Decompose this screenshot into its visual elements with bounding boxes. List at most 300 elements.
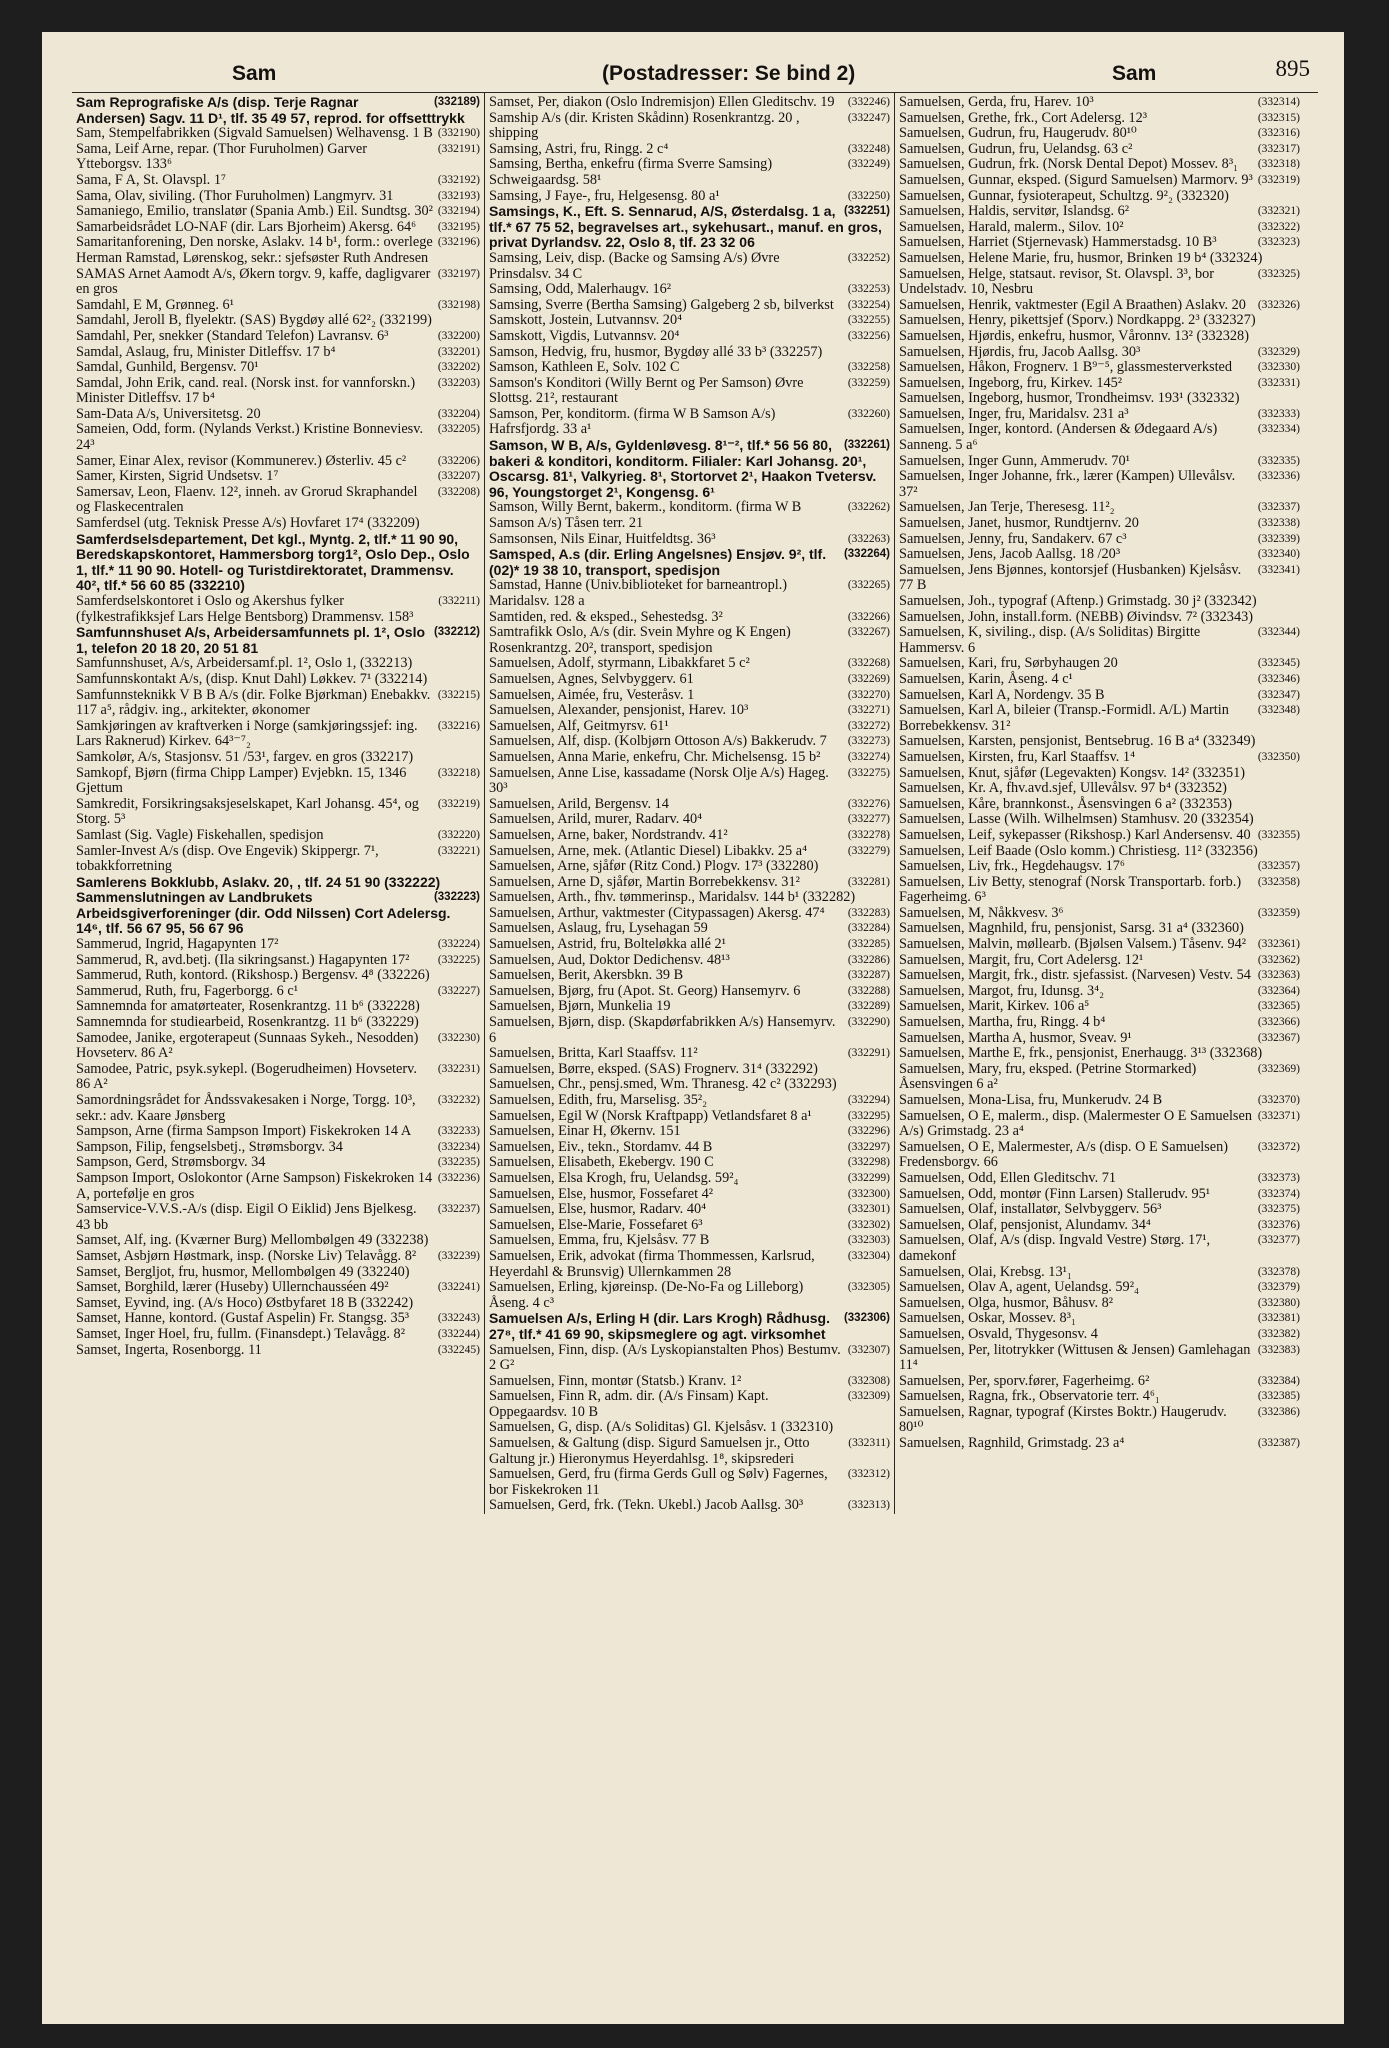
entry-phone: (332287) <box>847 969 890 982</box>
directory-entry <box>899 844 1300 860</box>
entry-phone: (332361) <box>1257 938 1300 951</box>
directory-entry <box>899 1374 1300 1390</box>
entry-phone: (332339) <box>1257 532 1300 545</box>
directory-entry <box>76 1171 480 1202</box>
entry-phone: (332306) <box>843 1312 890 1325</box>
entry-text: Samuelsen, Malvin, møllearb. (Bjølsen Valsem.) Tåsenv. 94² <box>899 936 1247 953</box>
entry-text: Samuelsen, Erling, kjøreinsp. (De-No-Fa og Lilleborg) Åseng. 4 c³ <box>489 1279 804 1311</box>
entry-phone: (332252) <box>847 251 890 264</box>
directory-entry <box>489 1467 890 1498</box>
directory-entry <box>899 454 1300 470</box>
directory-entry <box>489 1077 890 1093</box>
entry-text: Sam-Data A/s, Universitetsg. 20 <box>76 405 261 422</box>
entry-text: Samuelsen, Hjørdis, enkefru, husmor, Våronnv. 13² (332328) <box>899 327 1249 344</box>
entry-text: Samuelsen, Ingeborg, fru, Kirkev. 145² <box>899 374 1123 391</box>
directory-entry <box>899 235 1300 251</box>
directory-entry <box>76 1093 480 1124</box>
directory-entry <box>899 532 1300 548</box>
directory-entry <box>489 1436 890 1467</box>
entry-text: Samuelsen, Berit, Akersbkn. 39 B <box>489 967 684 984</box>
entry-text: Samuelsen, Arne, sjåfør (Ritz Cond.) Plogv. 17³ (332280) <box>489 858 819 875</box>
entry-phone: (332273) <box>847 735 890 748</box>
entry-text: Samnemnda for amatørteater, Rosenkrantzg. 11 b⁶ (332228) <box>76 998 420 1015</box>
entry-text: Samuelsen, Børre, eksped. (SAS) Frognerv. 31⁴ (332292) <box>489 1060 818 1077</box>
entry-phone: (332303) <box>847 1234 890 1247</box>
directory-entry <box>899 672 1300 688</box>
entry-text: Samservice-V.V.S.-A/s (disp. Eigil O Eiklid) Jens Bjelkesg. 43 bb <box>76 1201 417 1233</box>
directory-entry <box>76 485 480 516</box>
entry-text: Samuelsen, Karl A, bileier (Transp.-Formidl. A/L) Martin Borrebekkensv. 31² <box>899 702 1229 734</box>
entry-text: Samtrafikk Oslo, A/s (dir. Svein Myhre og K Engen) Rosenkrantzg. 20², transport, spedisjon <box>489 624 791 656</box>
entry-phone: (332288) <box>847 984 890 997</box>
directory-entry <box>899 204 1300 220</box>
entry-text: Samuelsen, Leif Baade (Oslo komm.) Christiesg. 11² (332356) <box>899 842 1258 859</box>
entry-phone: (332246) <box>847 96 890 108</box>
entry-text: Samuelsen, Marit, Kirkev. 106 a⁵ <box>899 998 1090 1015</box>
entry-text: Samler-Invest A/s (disp. Ove Engevik) Skippergr. 7¹, tobakkforretning <box>76 842 379 875</box>
entry-text: Samset, Asbjørn Høstmark, insp. (Norske Liv) Telavågg. 8² <box>76 1247 417 1264</box>
entry-text: Samset, Inger Hoel, fru, fullm. (Finansdept.) Telavågg. 8² <box>76 1325 405 1342</box>
entry-text: Samset, Bergljot, fru, husmor, Mellombølgen 49 (332240) <box>76 1263 410 1280</box>
entry-text: Samuelsen, Arild, Bergensv. 14 <box>489 795 669 812</box>
entry-text: Samuelsen, Inger, kontord. (Andersen & Ødegaard A/s) Sanneng. 5 a⁶ <box>899 421 1218 454</box>
directory-entry <box>76 422 480 453</box>
directory-entry <box>489 875 890 891</box>
entry-text: Samuelsen, Gunnar, eksped. (Sigurd Samuelsen) Marmorv. 9³ <box>899 171 1253 188</box>
directory-entry <box>899 859 1300 875</box>
entry-text: Samuelsen, M, Nåkkvesv. 3⁶ <box>899 904 1064 921</box>
entry-phone: (332253) <box>847 283 890 296</box>
directory-entry <box>489 204 890 251</box>
entry-text: Samson, Hedvig, fru, husmor, Bygdøy allé 33 b³ (332257) <box>489 343 823 360</box>
entry-text: Samuelsen, Gerda, fru, Harev. 10³ <box>899 94 1094 110</box>
directory-entry <box>489 1187 890 1203</box>
entry-phone: (332202) <box>437 361 480 374</box>
directory-entry <box>489 828 890 844</box>
entry-phone: (332362) <box>1257 953 1300 966</box>
entry-phone: (332243) <box>437 1312 480 1325</box>
directory-entry <box>899 625 1300 656</box>
entry-text: Samdal, John Erik, cand. real. (Norsk inst. for vannforskn.) Minister Ditleffsv. 17 b⁴ <box>76 374 416 407</box>
entry-text: Samuelsen, Inger, fru, Maridalsv. 231 a³ <box>899 405 1129 422</box>
entry-phone: (332247) <box>847 111 890 124</box>
entry-phone: (332315) <box>1257 111 1300 124</box>
entry-phone: (332336) <box>1257 470 1300 483</box>
entry-phone: (332291) <box>847 1047 890 1060</box>
entry-text: Samuelsen, Odd, montør (Finn Larsen) Stallerudv. 95¹ <box>899 1185 1211 1202</box>
entry-text: Samuelsen, Marthe E, frk., pensjonist, Enerhaugg. 3¹³ (332368) <box>899 1045 1263 1062</box>
directory-entry <box>76 625 480 656</box>
entry-phone: (332203) <box>437 376 480 389</box>
entry-phone: (332267) <box>847 626 890 639</box>
directory-entry <box>76 1124 480 1140</box>
entry-phone: (332224) <box>437 938 480 951</box>
entry-text: Samuelsen, Arne, mek. (Atlantic Diesel) Libakkv. 25 a⁴ <box>489 842 808 859</box>
entry-text: Samuelsen, Bjørg, fru (Apot. St. Georg) Hansemyrv. 6 <box>489 982 801 999</box>
header-left-keyword: Sam <box>232 62 277 85</box>
entry-phone: (332323) <box>1257 236 1300 249</box>
entry-text: Samsped, A.s (dir. Erling Angelsnes) Ensjøv. 9², tlf.(02)* 19 38 10, transport, spedisjon <box>489 546 827 578</box>
directory-entry <box>899 999 1300 1015</box>
entry-phone: (332206) <box>437 454 480 467</box>
directory-entry <box>899 1187 1300 1203</box>
entry-phone: (332386) <box>1257 1405 1300 1418</box>
entry-text: Samsing, Sverre (Bertha Samsing) Galgeberg 2 sb, bilverkst <box>489 296 834 313</box>
entry-phone: (332346) <box>1257 672 1300 685</box>
directory-entry <box>76 360 480 376</box>
entry-text: Samuelsen, Karin, Åseng. 4 c¹ <box>899 670 1073 687</box>
directory-entry <box>489 921 890 937</box>
entry-text: Samkredit, Forsikringsaksjeselskapet, Karl Johansg. 45⁴, og Storg. 5³ <box>76 795 419 828</box>
entry-text: Samuelsen, Joh., typograf (Aftenp.) Grimstadg. 30 j² (332342) <box>899 593 1257 609</box>
directory-entry <box>76 235 480 266</box>
entry-text: Samuelsen, Arne, baker, Nordstrandv. 41² <box>489 826 728 843</box>
entry-text: Samuelsen, Haldis, servitør, Islandsg. 6² <box>899 203 1130 220</box>
entry-phone: (332369) <box>1257 1062 1300 1075</box>
entry-phone: (332193) <box>437 189 480 202</box>
entry-phone: (332318) <box>1257 158 1300 171</box>
directory-entry <box>899 734 1300 750</box>
directory-entry <box>76 1296 480 1312</box>
entry-text: Samuelsen, Alexander, pensjonist, Harev. 10³ <box>489 702 749 719</box>
directory-entry <box>76 1140 480 1156</box>
directory-columns <box>72 92 1318 1514</box>
entry-text: Samuelsen, Einar H, Økernv. 151 <box>489 1123 681 1140</box>
page-header <box>72 46 1318 92</box>
entry-phone: (332259) <box>847 376 890 389</box>
entry-phone: (332198) <box>437 298 480 311</box>
entry-text: Samferdsel (utg. Teknisk Presse A/s) Hovfaret 17⁴ (332209) <box>76 515 420 532</box>
entry-text: Samson, Kathleen E, Solv. 102 C <box>489 359 680 376</box>
entry-text: Samuelsen, Finn R, adm. dir. (A/s Finsam) Kapt. Oppegaardsv. 10 B <box>489 1388 769 1420</box>
directory-entry <box>76 750 480 766</box>
entry-phone: (332333) <box>1257 407 1300 420</box>
entry-text: Samset, Hanne, kontord. (Gustaf Aspelin) Fr. Stangsg. 35³ <box>76 1310 410 1327</box>
entry-text: Sama, Leif Arne, repar. (Thor Furuholmen) Garver Ytteborgsv. 133⁶ <box>76 140 367 173</box>
entry-text: Samkjøringen av kraftverken i Norge (samkjøringssjef: ing. Lars Raknerud) Kirkev. 64³⁻⁷₂ <box>76 717 418 750</box>
directory-entry <box>489 937 890 953</box>
entry-text: Samsing, Leiv, disp. (Backe og Samsing A/s) Øvre Prinsdalsv. 34 C <box>489 249 780 282</box>
entry-text: Samuelsen, Olai, Krebsg. 13¹₁ <box>899 1263 1072 1280</box>
entry-text: Samfunnsteknikk V B B A/s (dir. Folke Bjørkman) Enebakkv. 117 a⁵, rådgiv. ing., arkitekter, økonomer <box>76 686 431 719</box>
entry-text: Samson, Per, konditorm. (firma W B Samson A/s) Hafrsfjordg. 33 a¹ <box>489 405 776 438</box>
directory-entry <box>489 859 890 875</box>
entry-phone: (332262) <box>847 501 890 514</box>
entry-text: Samuelsen, Gerd, frk. (Tekn. Ukebl.) Jacob Aallsg. 30³ <box>489 1497 804 1514</box>
directory-entry <box>899 1109 1300 1140</box>
entry-text: Samset, Ingerta, Rosenborgg. 11 <box>76 1341 262 1358</box>
directory-entry <box>489 906 890 922</box>
directory-entry <box>899 500 1300 516</box>
entry-text: Samuelsen, Mary, fru, eksped. (Petrine Stormarked) Åsensvingen 6 a² <box>899 1060 1197 1093</box>
directory-entry <box>76 937 480 953</box>
entry-text: Sampson, Filip, fengselsbetj., Strømsborgv. 34 <box>76 1138 343 1155</box>
entry-phone: (332274) <box>847 750 890 763</box>
entry-text: Sampson, Gerd, Strømsborgv. 34 <box>76 1154 266 1171</box>
entry-text: Samtiden, red. & eksped., Sehestedsg. 3² <box>489 608 723 625</box>
entry-phone: (332314) <box>1257 96 1300 108</box>
entry-phone: (332304) <box>847 1249 890 1262</box>
directory-entry <box>489 1498 890 1514</box>
directory-entry <box>489 1155 890 1171</box>
directory-entry <box>489 500 890 531</box>
entry-text: Samuelsen, Aslaug, fru, Lysehagan 59 <box>489 920 708 937</box>
entry-text: Samuelsen, Inger Gunn, Ammerudv. 70¹ <box>899 452 1130 469</box>
entry-text: Samuelsen, Agnes, Selvbyggerv. 61 <box>489 670 694 687</box>
directory-entry <box>899 267 1300 298</box>
entry-text: Samuelsen, Gunnar, fysioterapeut, Schultzg. 9²₂ (332320) <box>899 187 1229 204</box>
entry-text: Samuelsen, Henry, pikettsjef (Sporv.) Nordkappg. 2³ (332327) <box>899 312 1256 329</box>
directory-entry <box>489 1343 890 1374</box>
directory-entry <box>489 532 890 548</box>
directory-entry <box>489 95 890 111</box>
entry-phone: (332215) <box>437 688 480 701</box>
entry-text: Samson, W B, A/s, Gyldenløvesg. 8¹⁻², tlf.* 56 56 80, bakeri & konditori, konditorm. Filialer: Karl Johansg. 20¹, Oscarsg. 81¹, Valkyrieg. 8¹, Stortorvet 2¹, Haakon Tvetersv. 96, Youngstorget 2¹, Kongensg. 6¹ <box>489 437 877 500</box>
entry-phone: (332234) <box>437 1140 480 1153</box>
entry-text: Samuelsen, O E, malerm., disp. (Malermester O E Samuelsen A/s) Grimstadg. 23 a⁴ <box>899 1107 1252 1140</box>
entry-phone: (332223) <box>433 891 480 904</box>
entry-text: Samuelsen, Jens Bjønnes, kontorsjef (Husbanken) Kjelsåsv. 77 B <box>899 561 1242 594</box>
directory-entry <box>76 142 480 173</box>
directory-entry <box>76 516 480 532</box>
directory-entry <box>489 1202 890 1218</box>
entry-phone: (332350) <box>1257 750 1300 763</box>
entry-phone: (332383) <box>1257 1343 1300 1356</box>
entry-text: Samdahl, E M, Grønneg. 6¹ <box>76 296 234 313</box>
entry-phone: (332268) <box>847 657 890 670</box>
entry-text: Sammerud, Ruth, kontord. (Rikshosp.) Bergensv. 4⁸ (332226) <box>76 967 430 984</box>
entry-phone: (332341) <box>1257 563 1300 576</box>
entry-text: Samuelsen, Bjørn, Munkelia 19 <box>489 998 671 1015</box>
entry-text: Samsing, Bertha, enkefru (firma Sverre Samsing) Schweigaardsg. 58¹ <box>489 156 773 188</box>
directory-entry <box>489 157 890 188</box>
directory-entry <box>489 1093 890 1109</box>
entry-phone: (332329) <box>1257 345 1300 358</box>
directory-entry <box>489 844 890 860</box>
entry-phone: (332345) <box>1257 657 1300 670</box>
entry-text: Sama, Olav, siviling. (Thor Furuholmen) Langmyrv. 31 <box>76 187 394 204</box>
entry-phone: (332321) <box>1257 205 1300 218</box>
entry-text: Samfunnshuset A/s, Arbeidersamfunnets pl. 1², Oslo 1, telefon 20 18 20, 20 51 81 <box>76 624 426 656</box>
entry-phone: (332307) <box>847 1343 890 1356</box>
entry-text: Samuelsen, O E, Malermester, A/s (disp. O E Samuelsen) Fredensborgv. 66 <box>899 1138 1228 1171</box>
entry-text: Samarbeidsrådet LO-NAF (dir. Lars Bjorheim) Akersg. 64⁶ <box>76 218 417 235</box>
header-right-keyword: Sam <box>1112 62 1157 85</box>
directory-entry <box>489 376 890 407</box>
entry-text: Samuelsen, Hjørdis, fru, Jacob Aallsg. 30³ <box>899 343 1141 360</box>
directory-entry <box>899 1218 1300 1234</box>
directory-entry <box>899 1436 1300 1452</box>
entry-phone: (332250) <box>847 189 890 202</box>
entry-text: Samuelsen, Helge, statsaut. revisor, St. Olavspl. 3³, bor Undelstadv. 10, Nesbru <box>899 265 1215 298</box>
entry-text: Samuelsen, Jenny, fru, Sandakerv. 67 c³ <box>899 530 1127 547</box>
directory-entry <box>899 1311 1300 1327</box>
entry-phone: (332276) <box>847 797 890 810</box>
directory-entry <box>76 672 480 688</box>
directory-entry <box>899 298 1300 314</box>
entry-text: Samuelsen, Olaf, installatør, Selvbyggerv. 56³ <box>899 1201 1162 1218</box>
entry-phone: (332382) <box>1257 1327 1300 1340</box>
directory-entry <box>76 999 480 1015</box>
directory-entry <box>489 984 890 1000</box>
entry-text: Samuelsen, Mona-Lisa, fru, Munkerudv. 24 B <box>899 1092 1163 1108</box>
directory-entry <box>899 594 1300 610</box>
directory-entry <box>76 1280 480 1296</box>
page-number: 895 <box>1275 56 1310 81</box>
entry-text: Samsonsen, Nils Einar, Huitfeldtsg. 36³ <box>489 530 716 547</box>
directory-entry <box>899 1031 1300 1047</box>
entry-text: Samuelsen, Ragna, frk., Observatorie terr. 4⁶₁ <box>899 1388 1160 1405</box>
entry-phone: (332270) <box>847 688 890 701</box>
entry-text: Samuelsen, & Galtung (disp. Sigurd Samuelsen jr., Otto Galtung jr.) Hieronymus Heyerdahlsg. 1⁸, skipsrederi <box>489 1435 810 1467</box>
entry-text: Samuelsen, Alf, Geitmyrsv. 61¹ <box>489 717 669 734</box>
entry-phone: (332300) <box>847 1187 890 1200</box>
directory-entry <box>899 157 1300 173</box>
entry-text: Samuelsen, Anne Lise, kassadame (Norsk Olje A/s) Hageg. 30³ <box>489 764 829 797</box>
directory-entry <box>899 1171 1300 1187</box>
entry-text: Samfunnskontakt A/s, (disp. Knut Dahl) Løkkev. 7¹ (332214) <box>76 670 428 687</box>
entry-text: Samnemnda for studiearbeid, Rosenkrantzg. 11 b⁶ (332229) <box>76 1014 419 1031</box>
entry-text: Samodee, Patric, psyk.sykepl. (Bogerudheimen) Hovseterv. 86 A² <box>76 1060 417 1093</box>
entry-phone: (332256) <box>847 329 890 342</box>
entry-phone: (332248) <box>847 142 890 155</box>
entry-phone: (332367) <box>1257 1031 1300 1044</box>
directory-entry <box>489 890 890 906</box>
directory-entry <box>76 1265 480 1281</box>
entry-text: Sammenslutningen av Landbrukets Arbeidsgiverforeninger (dir. Odd Nilssen) Cort Adelersg. 14⁶, tlf. 56 67 95, 56 67 96 <box>76 889 451 937</box>
entry-phone: (332220) <box>437 828 480 841</box>
directory-entry <box>489 999 890 1015</box>
entry-text: Samuelsen, Lasse (Wilh. Wilhelmsen) Stamhusv. 20 (332354) <box>899 811 1254 828</box>
entry-phone: (332271) <box>847 704 890 717</box>
directory-entry <box>76 407 480 423</box>
directory-entry <box>899 1046 1300 1062</box>
entry-phone: (332377) <box>1257 1234 1300 1247</box>
entry-text: Samdahl, Jeroll B, flyelektr. (SAS) Bygdøy allé 62²₂ (332199) <box>76 312 432 329</box>
directory-entry <box>76 313 480 329</box>
entry-text: Sampson Import, Oslokontor (Arne Sampson) Fiskekroken 14 A, portefølje en gros <box>76 1169 433 1202</box>
entry-phone: (332379) <box>1257 1281 1300 1294</box>
entry-text: Samuelsen, Odd, Ellen Gleditschv. 71 <box>899 1169 1117 1186</box>
entry-phone: (332192) <box>437 173 480 186</box>
entry-phone: (332284) <box>847 922 890 935</box>
directory-entry <box>899 1280 1300 1296</box>
entry-phone: (332232) <box>437 1094 480 1106</box>
entry-phone: (332302) <box>847 1218 890 1231</box>
entry-phone: (332330) <box>1257 361 1300 374</box>
entry-phone: (332340) <box>1257 548 1300 561</box>
entry-phone: (332239) <box>437 1249 480 1262</box>
entry-phone: (332249) <box>847 158 890 171</box>
entry-phone: (332200) <box>437 329 480 342</box>
directory-entry <box>489 142 890 158</box>
directory-entry <box>899 906 1300 922</box>
entry-text: Samuelsen, Oskar, Mossev. 8³₁ <box>899 1310 1076 1327</box>
directory-entry <box>899 329 1300 345</box>
entry-phone: (332207) <box>437 470 480 483</box>
entry-phone: (332195) <box>437 220 480 233</box>
directory-entry <box>76 1343 480 1359</box>
directory-entry <box>76 204 480 220</box>
directory-entry <box>489 1420 890 1436</box>
entry-phone: (332230) <box>437 1031 480 1044</box>
entry-text: Samson's Konditori (Willy Bernt og Per Samson) Øvre Slottsg. 21², restaurant <box>489 374 804 407</box>
directory-entry <box>76 173 480 189</box>
directory-entry <box>899 391 1300 407</box>
directory-entry <box>899 189 1300 205</box>
directory-entry <box>76 984 480 1000</box>
directory-entry <box>899 984 1300 1000</box>
entry-text: Sammerud, Ingrid, Hagapynten 17² <box>76 936 279 953</box>
entry-text: Samstad, Hanne (Univ.biblioteket for barneantropl.) Maridalsv. 128 a <box>489 577 788 609</box>
entry-text: Samship A/s (dir. Kristen Skådinn) Rosenkrantzg. 20 , shipping <box>489 109 800 142</box>
directory-entry <box>899 1202 1300 1218</box>
entry-text: Samuelsen, Kr. A, fhv.avd.sjef, Ullevålsv. 97 b⁴ (332352) <box>899 780 1227 797</box>
directory-entry <box>489 360 890 376</box>
directory-entry <box>76 797 480 828</box>
directory-entry <box>76 953 480 969</box>
directory-entry <box>76 1233 480 1249</box>
directory-entry <box>489 251 890 282</box>
entry-text: Samskott, Jostein, Lutvannsv. 20⁴ <box>489 312 683 329</box>
entry-text: Samuelsen, Gudrun, frk. (Norsk Dental Depot) Mossev. 8³₁ <box>899 156 1239 173</box>
directory-entry <box>489 298 890 314</box>
entry-phone: (332365) <box>1257 1000 1300 1013</box>
entry-text: Samsing, Astri, fru, Ringg. 2 c⁴ <box>489 140 669 157</box>
entry-phone: (332375) <box>1257 1203 1300 1216</box>
entry-phone: (332225) <box>437 953 480 966</box>
entry-phone: (332381) <box>1257 1312 1300 1325</box>
directory-entry <box>899 781 1300 797</box>
directory-entry <box>76 298 480 314</box>
directory-entry <box>489 1140 890 1156</box>
entry-phone: (332347) <box>1257 688 1300 701</box>
header-postal-note: (Postadresser: Se bind 2) <box>602 62 856 85</box>
entry-text: Samuelsen, Jan Terje, Theresesg. 11²₂ <box>899 499 1115 516</box>
entry-phone: (332297) <box>847 1140 890 1153</box>
entry-phone: (332258) <box>847 361 890 374</box>
entry-text: Samuelsen, Gudrun, fru, Uelandsg. 63 c² <box>899 140 1133 157</box>
entry-text: Samuelsen, Gudrun, fru, Haugerudv. 80¹⁰ <box>899 125 1137 142</box>
entry-phone: (332261) <box>843 439 890 452</box>
directory-entry <box>899 968 1300 984</box>
directory-entry <box>489 438 890 500</box>
directory-entry <box>489 329 890 345</box>
directory-entry <box>489 1374 890 1390</box>
directory-entry <box>899 516 1300 532</box>
directory-entry <box>899 1015 1300 1031</box>
entry-text: Samlerens Bokklubb, Aslakv. 20, , tlf. 24 51 90 (332222) <box>76 873 441 890</box>
entry-text: Sampson, Arne (firma Sampson Import) Fiskekroken 14 A <box>76 1123 412 1140</box>
directory-entry <box>899 812 1300 828</box>
entry-phone: (332237) <box>437 1203 480 1216</box>
directory-entry <box>76 875 480 891</box>
entry-text: Samuelsen, Jens, Jacob Aallsg. 18 /20³ <box>899 546 1121 563</box>
directory-entry <box>489 1124 890 1140</box>
entry-text: Samuelsen, Olav A, agent, Uelandsg. 59²₄ <box>899 1279 1139 1296</box>
directory-column-3 <box>894 93 1304 1514</box>
entry-text: Samer, Kirsten, Sigrid Undsetsv. 1⁷ <box>76 468 279 485</box>
entry-text: Samuelsen, Else, husmor, Fossefaret 4² <box>489 1185 714 1202</box>
entry-text: Samsing, J Faye-, fru, Helgesensg. 80 a¹ <box>489 187 720 204</box>
entry-phone: (332283) <box>847 906 890 919</box>
directory-entry <box>76 1155 480 1171</box>
entry-phone: (332331) <box>1257 376 1300 389</box>
entry-text: Sam, Stempelfabrikken (Sigvald Samuelsen) Welhavensg. 1 B <box>76 125 433 142</box>
entry-text: Samuelsen, Liv, frk., Hegdehaugsv. 17⁶ <box>899 858 1125 875</box>
entry-phone: (332216) <box>437 719 480 732</box>
entry-phone: (332272) <box>847 719 890 732</box>
